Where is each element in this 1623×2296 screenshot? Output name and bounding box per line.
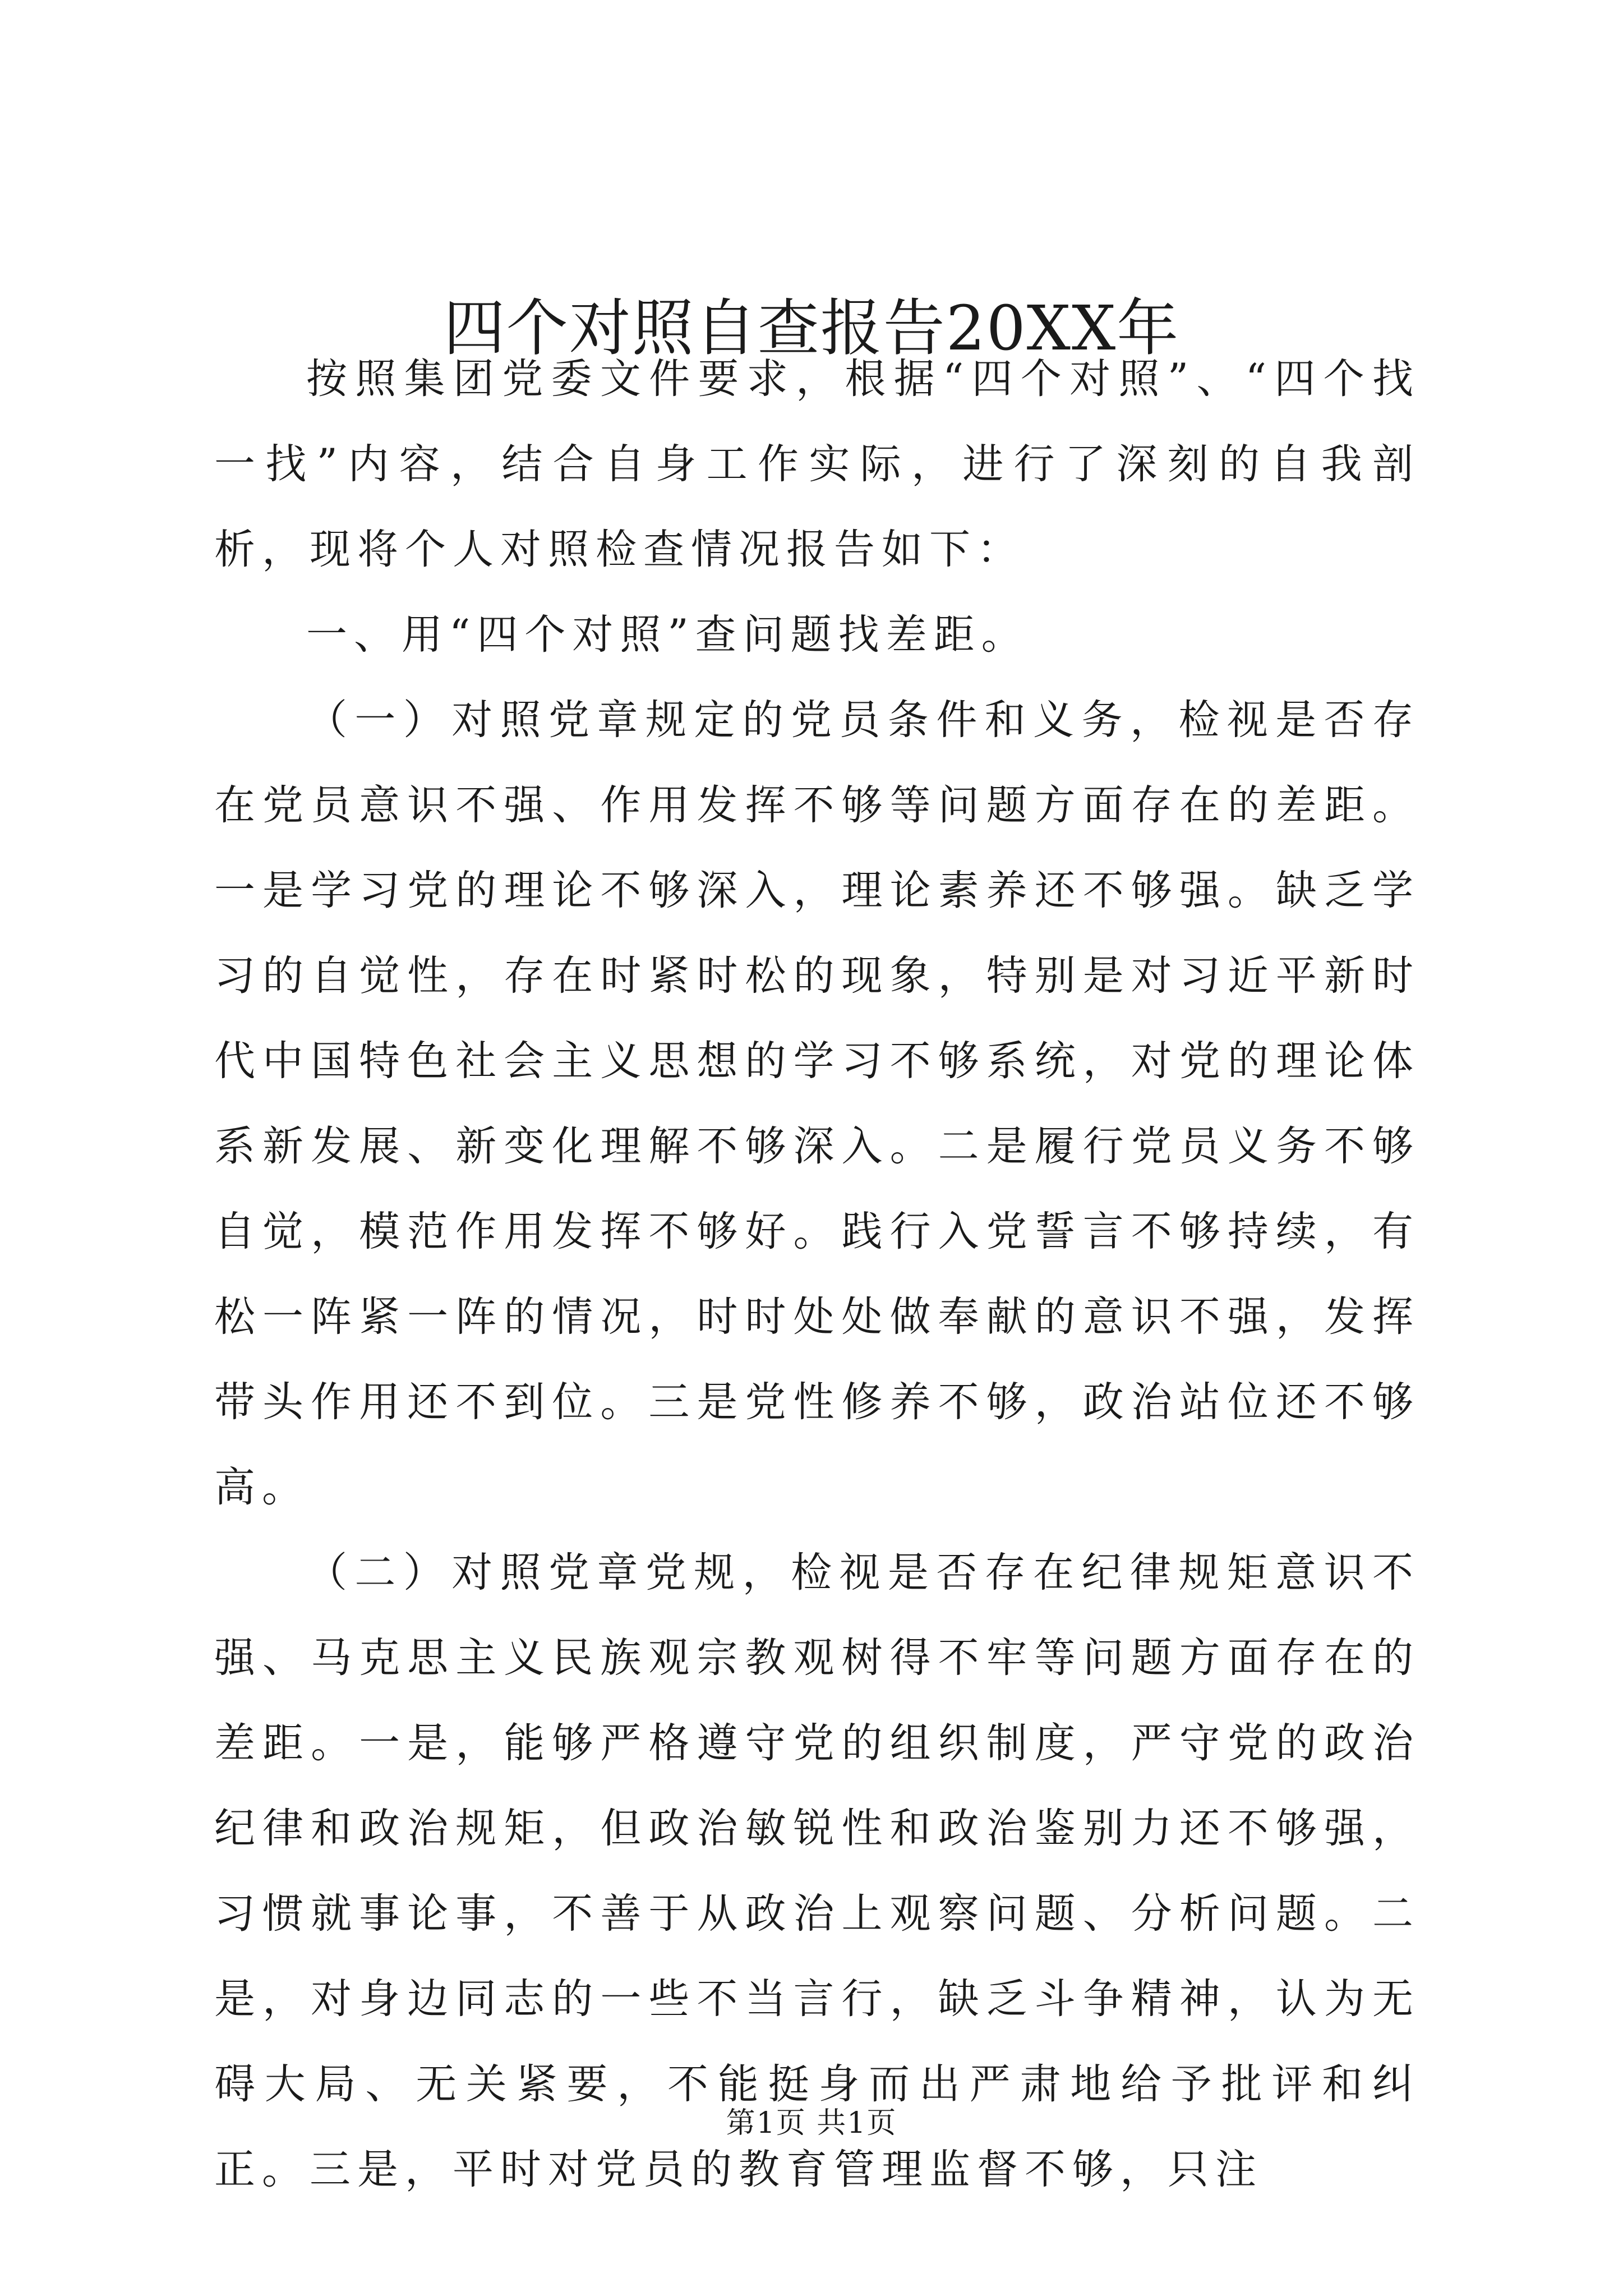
paragraph-item-2: （二）对照党章党规，检视是否存在纪律规矩意识不强、马克思主义民族观宗教观树得不牢等问题方面存在的差距。一是，能够严格遵守党的组织制度，严守党的政治纪律和政治规矩，但政治敏锐性和政治鉴别力还不够强，习惯就事论事，不善于从政治上观察问题、分析问题。二是，对身边同志的一些不当言行，缺乏斗争精神，认为无碍大局、无关紧要，不能挺身而出严肃地给予批评和纠正。三是，平时对党员的教育管理监督不够，只注 (214, 1549, 1420, 2193)
paragraph-item-1: （一）对照党章规定的党员条件和义务，检视是否存在党员意识不强、作用发挥不够等问题方面存在的差距。一是学习党的理论不够深入，理论素养还不够强。缺乏学习的自觉性，存在时紧时松的现象，特别是对习近平新时代中国特色社会主义思想的学习不够系统，对党的理论体系新发展、新变化理解不够深入。二是履行党员义务不够自觉，模范作用发挥不够好。践行入党誓言不够持续，有松一阵紧一阵的情况，时时处处做奉献的意识不强，发挥带头作用还不到位。三是党性修养不够，政治站位还不够高。 (214, 696, 1420, 1511)
page-number-footer: 第1页 共1页 (726, 2106, 897, 2140)
document-title: 四个对照自查报告20XX年 (443, 292, 1180, 364)
paragraph-intro: 按照集团党委文件要求，根据“四个对照”、“四个找一找”内容，结合自身工作实际，进行了深刻的自我剖析，现将个人对照检查情况报告如下： (214, 355, 1420, 573)
document-body (214, 337, 1420, 2212)
paragraph-section-heading: 一、用“四个对照”查问题找差距。 (306, 611, 1029, 659)
